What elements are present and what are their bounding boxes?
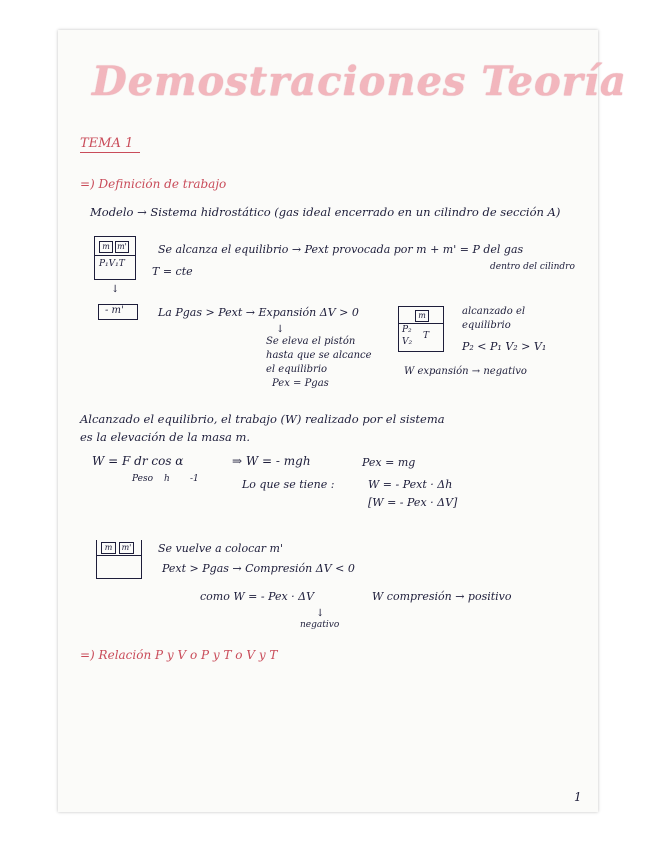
page-title: Demostraciones Teoría	[92, 58, 627, 105]
work-sub-weight: Peso	[132, 474, 154, 484]
equilibrium-text: Se alcanza el equilibrio → Pext provocada por m + m' = P del gas	[158, 243, 524, 256]
cylinder-diagram-3	[96, 540, 142, 579]
work-pex-dv: [W = - Pex · ΔV]	[368, 496, 458, 509]
small-arrow-icon: ↓	[276, 324, 285, 335]
weight-m-2: m	[415, 310, 429, 322]
compression-positive: W compresión → positivo	[372, 590, 512, 603]
work-formula: W = F dr cos α	[92, 454, 184, 468]
state-p2: P₂	[402, 325, 412, 335]
small-arrow-icon-2: ↓	[316, 608, 325, 619]
section-underline	[80, 152, 140, 153]
cylinder-diagram-1	[94, 236, 136, 280]
page-number: 1	[574, 790, 582, 804]
section-label: TEMA 1	[80, 136, 134, 151]
weight-m: m	[99, 241, 113, 253]
reached-note-2: equilibrio	[462, 320, 511, 331]
weight-m-prime-3: m'	[119, 542, 134, 554]
down-arrow-icon: ↓	[111, 284, 120, 295]
expansion-negative: W expansión → negativo	[404, 366, 527, 377]
weight-m-3: m	[101, 542, 116, 554]
state-p1v1t: P₁V₁T	[99, 259, 125, 269]
heading-relation: =) Relación P y V o P y T o V y T	[80, 648, 278, 662]
remove-weight-label: - m'	[105, 305, 124, 316]
remove-weight-box	[98, 304, 138, 320]
expansion-note-3: el equilibrio	[266, 364, 328, 375]
expansion-text: La Pgas > Pext → Expansión ΔV > 0	[158, 306, 359, 319]
compression-line-1: Se vuelve a colocar m'	[158, 542, 283, 555]
state-t: T	[423, 331, 430, 341]
expansion-note-1: Se eleva el pistón	[266, 336, 356, 347]
compression-line-3: como W = - Pex · ΔV	[200, 590, 315, 603]
reached-note-1: alcanzado el	[462, 306, 526, 317]
work-pext-dh: W = - Pext · Δh	[368, 478, 453, 491]
work-mgh: ⇒ W = - mgh	[232, 454, 311, 468]
lo-que-se-tiene: Lo que se tiene :	[242, 478, 335, 491]
pressure-volume-inequality: P₂ < P₁ V₂ > V₁	[462, 340, 547, 353]
expansion-note-2: hasta que se alcance	[266, 350, 372, 361]
cylinder-diagram-2	[398, 306, 444, 352]
paragraph-line-1: Alcanzado el equilibrio, el trabajo (W) realizado por el sistema	[80, 412, 445, 426]
pex-mg: Pex = mg	[362, 456, 416, 469]
compression-line-2: Pext > Pgas → Compresión ΔV < 0	[162, 562, 355, 575]
model-text: Modelo → Sistema hidrostático (gas ideal encerrado en un cilindro de sección A)	[90, 205, 561, 219]
inside-cylinder-note: dentro del cilindro	[490, 262, 575, 272]
work-sub-minus-one: -1	[190, 474, 199, 484]
paragraph-line-2: es la elevación de la masa m.	[80, 430, 251, 444]
temperature-constant: T = cte	[152, 265, 193, 278]
heading-definition: =) Definición de trabajo	[80, 177, 227, 191]
expansion-note-4: Pex = Pgas	[272, 378, 329, 389]
work-sub-h: h	[164, 474, 170, 484]
state-v2: V₂	[402, 337, 413, 347]
compression-negative-note: negativo	[300, 620, 340, 630]
weight-m-prime: m'	[115, 241, 129, 253]
